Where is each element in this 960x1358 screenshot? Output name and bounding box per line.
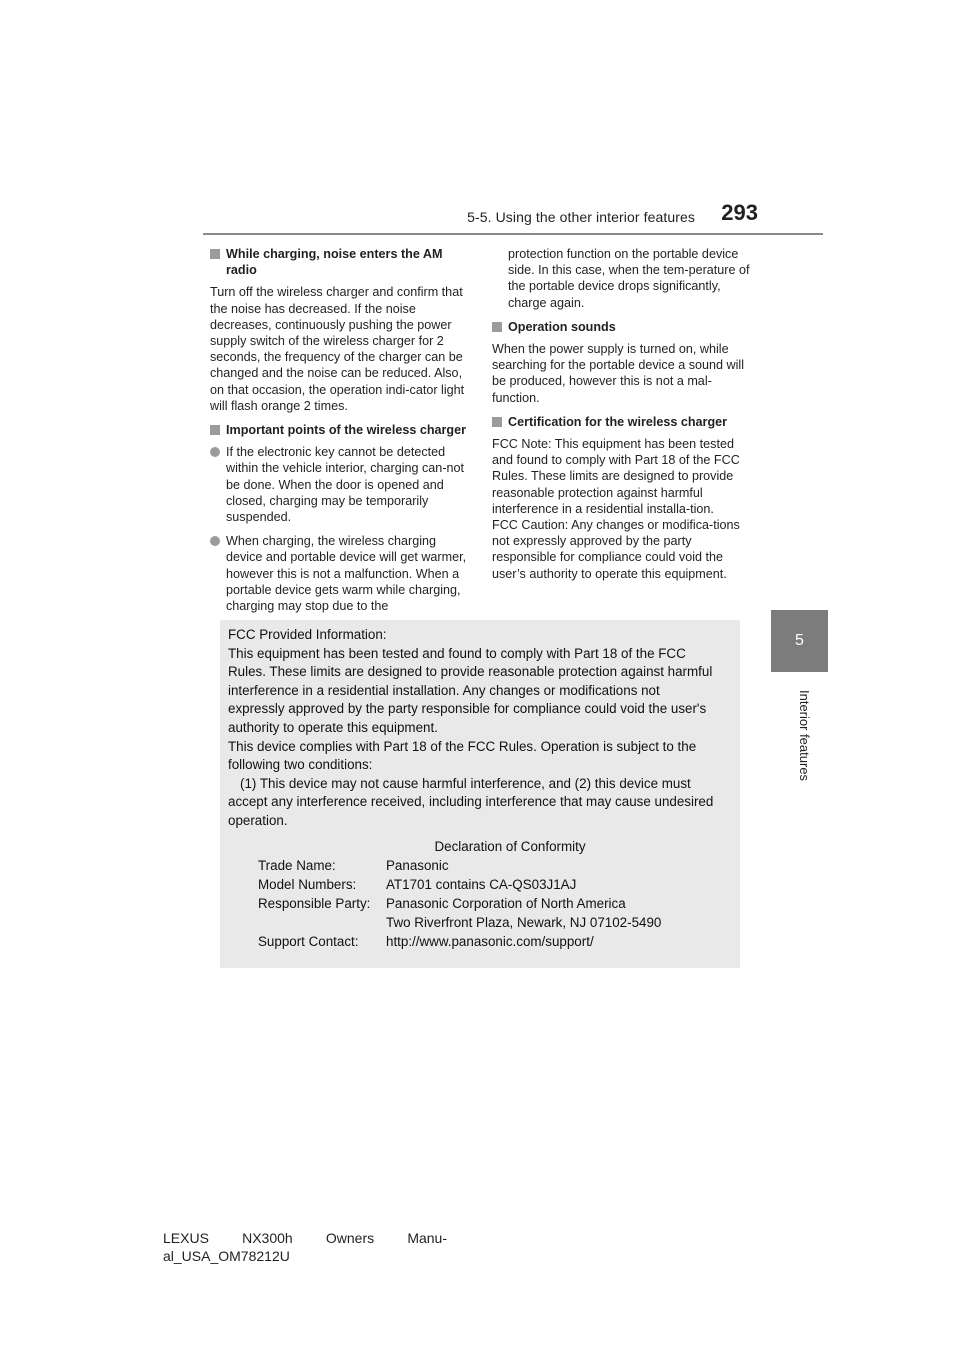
fcc-line: interference in a residential installation. Any changes or modifications not: [228, 682, 660, 698]
declaration-label: Trade Name:: [258, 858, 336, 873]
fcc-text-block: [228, 626, 736, 831]
page-number: 293: [721, 200, 758, 225]
paragraph-operation-sounds: When the power supply is turned on, while searching for the portable device a sound will be produced, however this is not a mal-function.: [492, 342, 745, 405]
chapter-label: Interior features: [797, 690, 812, 782]
footer-model: NX300h: [242, 1230, 293, 1246]
page-footer: [163, 1229, 463, 1265]
footer-line-1: [163, 1229, 447, 1247]
left-column: [210, 246, 472, 622]
fcc-line: This device complies with Part 18 of the FCC Rules. Operation is subject to the: [228, 738, 697, 754]
footer-line-2: al_USA_OM78212U: [163, 1248, 290, 1264]
section-title: 5-5. Using the other interior features: [467, 209, 695, 225]
fcc-line: Rules. These limits are designed to provide reasonable protection against harmful: [228, 664, 713, 680]
fcc-line: FCC Provided Information:: [228, 627, 387, 642]
declaration-value: Panasonic Corporation of North America: [386, 896, 626, 911]
declaration-table: [258, 856, 728, 951]
fcc-line: (1) This device may not cause harmful interference, and (2) this device must: [240, 775, 691, 791]
heading-operation-sounds: Operation sounds: [492, 319, 754, 335]
fcc-line: expressly approved by the party responsible for compliance could void the user's: [228, 701, 707, 717]
header-rule: [203, 233, 823, 235]
paragraph-am-radio-noise: Turn off the wireless charger and confirm that the noise has decreased. If the noise decreases, continuously pushing the power supply switch of the wireless charger for 2 seconds, the frequency of the charger can be changed and the noise can be reduced. Also, on that occasion, the operation indi-cator light will flash orange 2 times.: [210, 285, 465, 413]
paragraph-fcc-caution: FCC Caution: Any changes or modifica-tions not expressly approved by the party responsible for compliance could void the user’s authority to operate this equipment.: [492, 518, 740, 581]
declaration-row: [258, 932, 728, 951]
bullet-continuation: protection function on the portable device side. In this case, when the tem-perature of the portable device drops significantly, charge again.: [508, 247, 750, 310]
declaration-title: Declaration of Conformity: [434, 839, 586, 854]
declaration-label: Support Contact:: [258, 934, 359, 949]
declaration-row: [258, 875, 728, 894]
right-column: [492, 246, 754, 590]
declaration-row: [258, 894, 728, 913]
bullet-device-warm: When charging, the wireless charging device and portable device will get warmer, however this is not a malfunction. When a portable device gets warm while charging, charging may stop due to the: [210, 533, 472, 614]
paragraph-fcc-note: FCC Note: This equipment has been tested and found to comply with Part 18 of the FCC Rules. These limits are designed to provide reasonable protection against harmful interference in a residential installa-tion.: [492, 437, 740, 516]
declaration-label: Responsible Party:: [258, 896, 371, 911]
bullet-electronic-key: If the electronic key cannot be detected within the vehicle interior, charging can-not be done. When the door is opened and closed, charging may be temporarily suspended.: [210, 444, 472, 525]
heading-am-radio-noise: While charging, noise enters the AM radio: [210, 246, 472, 278]
fcc-line: operation.: [228, 812, 288, 828]
page-header: [0, 0, 960, 240]
heading-certification: Certification for the wireless charger: [492, 414, 754, 430]
footer-word: Manu-: [407, 1230, 447, 1246]
declaration-row: [258, 913, 728, 932]
chapter-tab: [771, 610, 828, 672]
declaration-row: [258, 856, 728, 875]
declaration-label: [258, 913, 386, 932]
footer-word: Owners: [325, 1230, 375, 1246]
declaration-value: Two Riverfront Plaza, Newark, NJ 07102-5490: [386, 915, 662, 930]
chapter-number: 5: [795, 632, 804, 649]
declaration-value: http://www.panasonic.com/support/: [386, 934, 594, 949]
heading-important-points: Important points of the wireless charger: [210, 422, 472, 438]
fcc-line: following two conditions:: [228, 757, 373, 773]
footer-brand: LEXUS: [163, 1230, 209, 1246]
fcc-line: accept any interference received, including interference that may cause undesired: [228, 794, 714, 810]
fcc-line: authority to operate this equipment.: [228, 719, 438, 735]
declaration-label: Model Numbers:: [258, 877, 357, 892]
declaration-value: Panasonic: [386, 858, 449, 873]
fcc-information-box: [220, 620, 740, 968]
declaration-value: AT1701 contains CA-QS03J1AJ: [386, 877, 577, 892]
fcc-line: This equipment has been tested and found to comply with Part 18 of the FCC: [228, 645, 686, 661]
